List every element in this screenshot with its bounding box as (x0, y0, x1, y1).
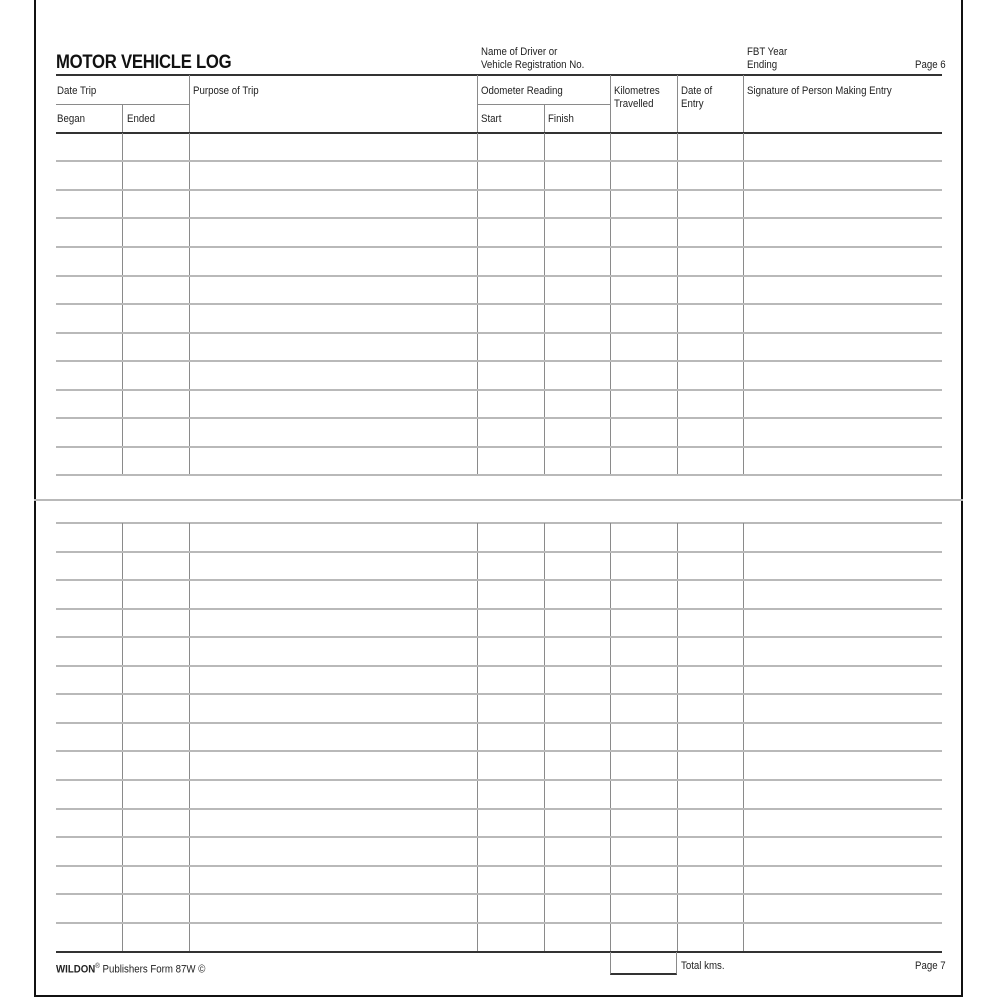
table-row[interactable] (56, 665, 942, 667)
publisher-footer (56, 960, 205, 977)
table-row[interactable] (56, 160, 942, 162)
table-row[interactable] (56, 474, 942, 476)
header-start: Start (481, 113, 502, 125)
header-date-entry-line2: Entry (681, 98, 704, 110)
page-number-bottom: Page 7 (915, 960, 946, 972)
total-kms-label: Total kms. (681, 960, 725, 972)
table-row[interactable] (56, 303, 942, 305)
vline-date-entry-bottom (677, 523, 678, 952)
header-finish: Finish (548, 113, 574, 125)
table-row[interactable] (56, 608, 942, 610)
header-km-line2: Travelled (614, 98, 654, 110)
vline-began-ended-bottom (122, 523, 123, 952)
table-row[interactable] (56, 779, 942, 781)
vline-odometer-header (477, 75, 478, 133)
brand-name: WILDON (56, 963, 96, 976)
header-odometer: Odometer Reading (481, 85, 563, 97)
fbt-year-label (747, 46, 787, 72)
table-row[interactable] (56, 693, 942, 695)
table-row[interactable] (56, 360, 942, 362)
table-row[interactable] (56, 722, 942, 724)
table-row[interactable] (56, 275, 942, 277)
table-row[interactable] (56, 865, 942, 867)
driver-label-line1: Name of Driver or (481, 46, 558, 58)
table-row[interactable] (56, 893, 942, 895)
table-row[interactable] (56, 417, 942, 419)
vline-purpose-header (189, 75, 190, 133)
table-row[interactable] (56, 446, 942, 448)
header-km-line1: Kilometres (614, 85, 660, 97)
header-ended: Ended (127, 113, 155, 125)
table-row[interactable] (56, 551, 942, 553)
registered-mark: ® (95, 963, 100, 970)
vline-date-entry-header (677, 75, 678, 133)
total-kms-field[interactable] (610, 952, 677, 975)
table-row[interactable] (56, 332, 942, 334)
header-date-of-entry (681, 85, 712, 111)
driver-label (481, 46, 584, 72)
fbt-label-line2: Ending (747, 59, 778, 71)
table-row[interactable] (56, 750, 942, 752)
table-row[interactable] (56, 217, 942, 219)
vline-odometer-finish-bottom (544, 523, 545, 952)
header-km-travelled (614, 85, 660, 111)
table-row[interactable] (56, 808, 942, 810)
vline-purpose-bottom (189, 523, 190, 952)
vline-signature-header (743, 75, 744, 133)
table-row[interactable] (56, 189, 942, 191)
publisher-text: Publishers Form 87W © (99, 963, 206, 976)
vline-start-finish-header (544, 104, 545, 133)
header-date-trip: Date Trip (57, 85, 97, 97)
table-bottom-rule (56, 951, 942, 953)
page-number-top: Page 6 (915, 59, 946, 71)
table-row[interactable] (56, 389, 942, 391)
table-row[interactable] (56, 246, 942, 248)
vline-signature-bottom (743, 523, 744, 952)
vline-km-bottom (610, 523, 611, 952)
header-date-entry-line1: Date of (681, 85, 713, 97)
header-purpose: Purpose of Trip (193, 85, 259, 97)
form-title: MOTOR VEHICLE LOG (56, 52, 232, 73)
header-signature: Signature of Person Making Entry (747, 85, 892, 97)
table-row[interactable] (56, 636, 942, 638)
page-divider (34, 499, 963, 501)
vline-began-ended-header (122, 104, 123, 133)
vline-odometer-start-bottom (477, 523, 478, 952)
fbt-label-line1: FBT Year (747, 46, 788, 58)
driver-label-line2: Vehicle Registration No. (481, 59, 585, 71)
vline-km-header (610, 75, 611, 133)
table-row[interactable] (56, 922, 942, 924)
table-row[interactable] (56, 836, 942, 838)
header-began: Began (57, 113, 85, 125)
table-row[interactable] (56, 579, 942, 581)
